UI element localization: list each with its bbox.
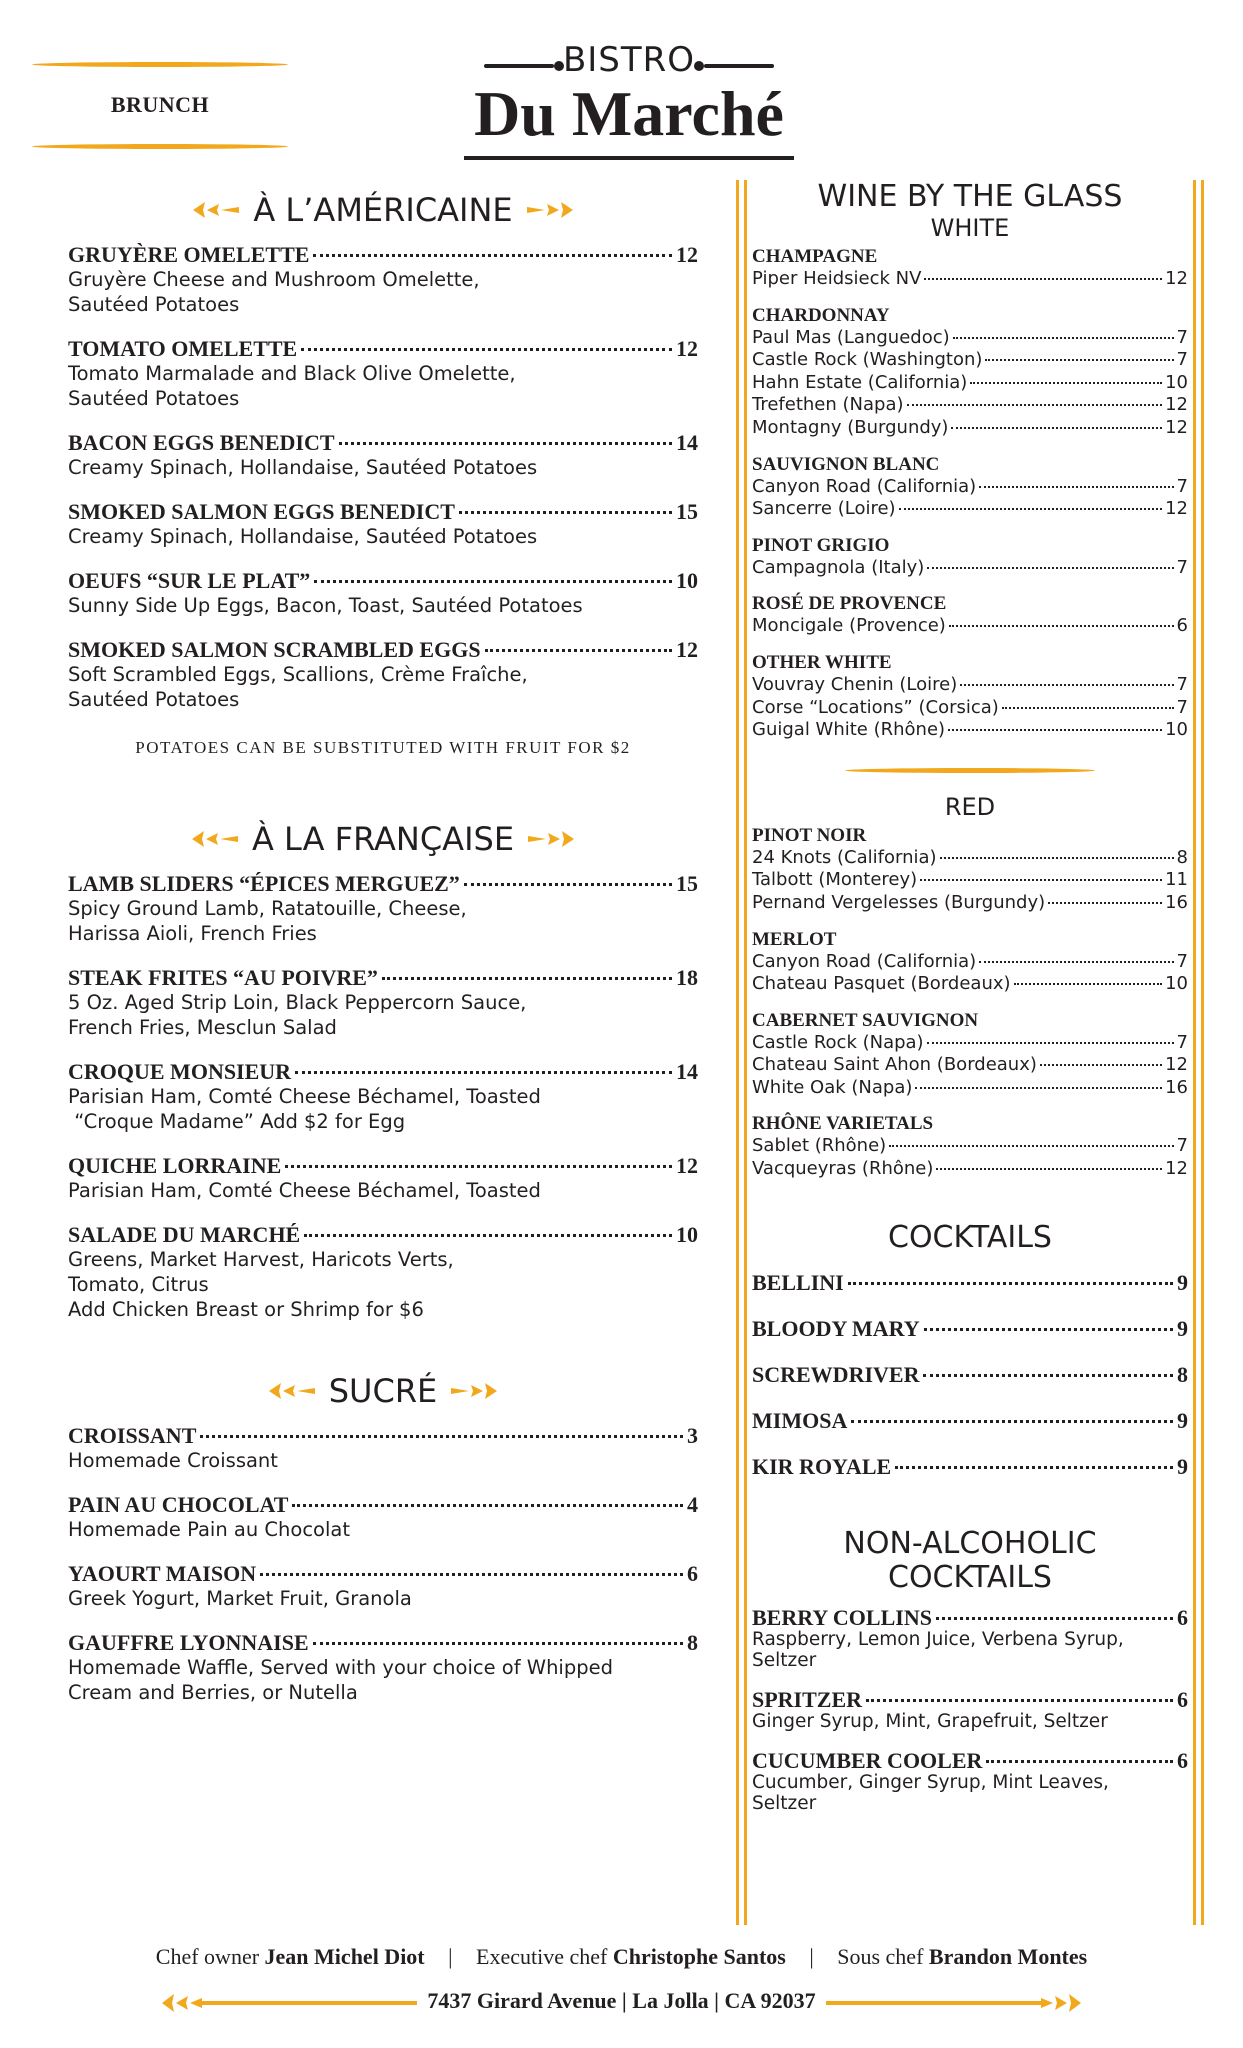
dot-leader [292, 1504, 683, 1507]
wine-price: 7 [1176, 1031, 1188, 1053]
red-wine-label: RED [944, 792, 996, 821]
menu-item-description: 5 Oz. Aged Strip Loin, Black Peppercorn Sauce, [68, 991, 527, 1014]
dot-leader [285, 1165, 672, 1168]
dot-leader [464, 883, 672, 886]
menu-item [68, 569, 698, 618]
wine-category: ROSÉ DE PROVENCE [752, 593, 947, 615]
wine-price: 10 [1165, 371, 1188, 393]
bistro-logo [464, 40, 794, 164]
sous-chef-label: Sous chef [837, 1944, 924, 1969]
drinks-menu-column [752, 180, 1188, 1814]
dot-leader [339, 442, 672, 445]
wine-row [752, 349, 1188, 372]
dot-leader [200, 1435, 683, 1438]
menu-item [68, 638, 698, 712]
dot-leader [899, 508, 1163, 510]
section-title: À L’AMÉRICAINE [253, 191, 513, 229]
menu-item-header [68, 1223, 698, 1247]
dot-leader [1048, 902, 1162, 904]
wine-category: MERLOT [752, 928, 837, 950]
dot-leader [260, 1573, 683, 1576]
menu-item-description: Creamy Spinach, Hollandaise, Sautéed Potatoes [68, 525, 538, 548]
menu-item-description: Gruyère Cheese and Mushroom Omelette, [68, 268, 480, 291]
dot-leader [986, 1760, 1173, 1763]
wine-name: Montagny (Burgundy) [752, 416, 949, 438]
menu-item-price: 8 [687, 1630, 698, 1655]
dot-leader [985, 359, 1173, 361]
wine-name: Vacqueyras (Rhône) [752, 1158, 934, 1180]
menu-item-name: GAUFFRE LYONNAISE [68, 1630, 309, 1655]
wine-row [752, 674, 1188, 697]
substitution-note: POTATOES CAN BE SUBSTITUTED WITH FRUIT FOR $2 [135, 738, 631, 757]
menu-item-price: 15 [676, 871, 698, 896]
menu-item [68, 1493, 698, 1542]
menu-item [68, 1223, 698, 1322]
wine-category: OTHER WHITE [752, 651, 892, 673]
cocktail-item [752, 1409, 1188, 1433]
logo-underline [464, 156, 794, 160]
logo-small-text: BISTRO [562, 40, 696, 80]
dot-leader [382, 977, 672, 980]
cocktail-price: 9 [1177, 1315, 1188, 1341]
menu-item-price: 4 [687, 1492, 698, 1517]
wine-category: SAUVIGNON BLANC [752, 453, 940, 475]
wine-name: Hahn Estate (California) [752, 371, 968, 393]
menu-item-header [68, 569, 698, 593]
dot-leader [1040, 1064, 1162, 1066]
menu-item-name: QUICHE LORRAINE [68, 1153, 282, 1178]
wine-price: 10 [1165, 719, 1188, 741]
menu-item-header [68, 243, 698, 267]
dot-leader [314, 580, 672, 583]
cocktail-item [752, 1271, 1188, 1295]
menu-item [68, 872, 698, 946]
menu-item-header [68, 1060, 698, 1084]
wine-row [752, 327, 1188, 350]
section-heading [68, 814, 698, 860]
wine-price: 7 [1176, 326, 1188, 348]
non-alcoholic-item [752, 1747, 1188, 1814]
menu-item [68, 1060, 698, 1134]
menu-item-name: YAOURT MAISON [68, 1561, 257, 1586]
menu-item-name: PAIN AU CHOCOLAT [68, 1492, 289, 1517]
non-alcoholic-item-header [752, 1747, 1188, 1773]
dot-leader [915, 1087, 1162, 1089]
wine-row [752, 1158, 1188, 1181]
address: 7437 Girard Avenue | La Jolla | CA 92037 [417, 1988, 825, 2013]
address-row [160, 1982, 1083, 2022]
wine-row [752, 1032, 1188, 1055]
dot-leader [459, 511, 672, 514]
menu-item-description: Tomato, Citrus [68, 1273, 209, 1296]
menu-item-name: BACON EGGS BENEDICT [68, 430, 335, 455]
dot-leader [907, 404, 1163, 406]
exec-chef-label: Executive chef [476, 1944, 608, 1969]
wine-title: WINE BY THE GLASS [817, 179, 1123, 214]
non-alcoholic-description: Seltzer [752, 1792, 817, 1814]
wine-category: PINOT NOIR [752, 824, 867, 846]
menu-item-price: 14 [676, 430, 698, 455]
menu-item [68, 500, 698, 549]
wine-name: Moncigale (Provence) [752, 615, 946, 637]
dot-leader [948, 729, 1162, 731]
non-alcoholic-price: 6 [1177, 1747, 1188, 1773]
flourish-right-icon [525, 200, 575, 220]
dot-leader [895, 1466, 1173, 1469]
wine-row [752, 476, 1188, 499]
wine-row [752, 394, 1188, 417]
cocktail-item [752, 1363, 1188, 1387]
brunch-badge [32, 56, 288, 156]
menu-item-header [68, 1424, 698, 1448]
dot-leader [979, 961, 1173, 963]
separator: | [809, 1944, 814, 1969]
white-wine-label: WHITE [930, 214, 1010, 242]
menu-item-header [68, 1562, 698, 1586]
wine-name: Piper Heidsieck NV [752, 268, 922, 289]
dot-leader [295, 1071, 672, 1074]
menu-item-name: LAMB SLIDERS “ÉPICES MERGUEZ” [68, 871, 460, 896]
wine-price: 16 [1165, 1076, 1188, 1098]
wine-category: CHAMPAGNE [752, 246, 878, 267]
wine-row [752, 697, 1188, 720]
wine-name: Talbott (Monterey) [752, 869, 918, 891]
menu-item-header [68, 966, 698, 990]
wine-row [752, 1135, 1188, 1158]
brunch-label: BRUNCH [110, 92, 210, 117]
dot-leader [951, 427, 1162, 429]
chef-owner-label: Chef owner [155, 1944, 260, 1969]
dot-leader [1002, 707, 1174, 709]
menu-item-description: Sautéed Potatoes [68, 387, 240, 410]
menu-item-description: Parisian Ham, Comté Cheese Béchamel, Toasted [68, 1179, 541, 1202]
wine-price: 7 [1176, 1135, 1188, 1157]
dot-leader [940, 857, 1174, 859]
menu-item [68, 1631, 698, 1705]
menu-item-name: SMOKED SALMON SCRAMBLED EGGS [68, 637, 481, 662]
wine-name: Castle Rock (Napa) [752, 1031, 924, 1053]
non-alcoholic-item [752, 1686, 1188, 1732]
non-alcoholic-price: 6 [1177, 1686, 1188, 1712]
dot-leader [485, 649, 672, 652]
menu-item-price: 14 [676, 1059, 698, 1084]
wine-row [752, 557, 1188, 580]
wine-name: Pernand Vergelesses (Burgundy) [752, 891, 1046, 913]
dot-leader [304, 1234, 672, 1237]
menu-item-price: 15 [676, 499, 698, 524]
menu-item-description: Creamy Spinach, Hollandaise, Sautéed Potatoes [68, 456, 538, 479]
wine-price: 12 [1165, 498, 1188, 520]
menu-item-name: CROISSANT [68, 1423, 197, 1448]
non-alcoholic-item-header [752, 1686, 1188, 1712]
menu-item-description: Add Chicken Breast or Shrimp for $6 [68, 1298, 424, 1321]
menu-item-header [68, 337, 698, 361]
wine-name: Chateau Pasquet (Bordeaux) [752, 973, 1011, 995]
dot-leader [924, 1328, 1173, 1331]
menu-item-description: Sautéed Potatoes [68, 293, 240, 316]
wine-name: Canyon Road (California) [752, 950, 977, 972]
wine-name: White Oak (Napa) [752, 1076, 913, 1098]
cocktail-price: 9 [1177, 1453, 1188, 1479]
gold-divider [32, 144, 288, 149]
wine-name: Corse “Locations” (Corsica) [752, 696, 999, 718]
non-alcoholic-name: CUCUMBER COOLER [752, 1747, 983, 1773]
dot-leader [953, 337, 1174, 339]
wine-name: Trefethen (Napa) [752, 394, 904, 416]
menu-item-name: SMOKED SALMON EGGS BENEDICT [68, 499, 455, 524]
dot-leader [866, 1699, 1173, 1702]
wine-name: Sancerre (Loire) [752, 498, 896, 520]
menu-item-name: TOMATO OMELETTE [68, 336, 298, 361]
dot-leader [923, 1374, 1173, 1377]
dot-leader [960, 684, 1173, 686]
menu-item [68, 1562, 698, 1611]
menu-item [68, 431, 698, 480]
non-alcoholic-description: Ginger Syrup, Mint, Grapefruit, Seltzer [752, 1710, 1108, 1732]
menu-item-description: Harissa Aioli, French Fries [68, 922, 317, 945]
menu-item-price: 12 [676, 637, 698, 662]
wine-category: CABERNET SAUVIGNON [752, 1009, 979, 1031]
dot-leader [889, 1145, 1173, 1147]
cocktail-name: MIMOSA [752, 1407, 848, 1433]
wine-price: 12 [1165, 394, 1188, 416]
dot-leader [970, 382, 1162, 384]
dot-leader [1014, 983, 1163, 985]
wine-name: Vouvray Chenin (Loire) [752, 673, 958, 695]
non-alcoholic-description: Seltzer [752, 1649, 817, 1671]
wine-price: 12 [1165, 1054, 1188, 1076]
menu-item-price: 3 [687, 1423, 698, 1448]
menu-item-description: Parisian Ham, Comté Cheese Béchamel, Toasted [68, 1085, 541, 1108]
dot-leader [949, 625, 1174, 627]
menu-item-description: French Fries, Mesclun Salad [68, 1016, 337, 1039]
dot-leader [301, 348, 672, 351]
non-alcoholic-title: NON-ALCOHOLIC [843, 1525, 1097, 1561]
flourish-left-icon [190, 829, 240, 849]
menu-item [68, 337, 698, 411]
non-alcoholic-description: Cucumber, Ginger Syrup, Mint Leaves, [752, 1771, 1109, 1793]
menu-item [68, 1154, 698, 1203]
menu-item [68, 1424, 698, 1473]
wine-name: 24 Knots (California) [752, 846, 937, 868]
wine-name: Guigal White (Rhône) [752, 719, 946, 741]
wine-name: Chateau Saint Ahon (Bordeaux) [752, 1054, 1037, 1076]
wine-row [752, 847, 1188, 870]
flourish-right-icon [526, 829, 576, 849]
menu-item-price: 12 [676, 336, 698, 361]
wine-row [752, 892, 1188, 915]
wine-row [752, 869, 1188, 892]
wine-price: 12 [1165, 1158, 1188, 1180]
wine-row [752, 1077, 1188, 1100]
wine-row [752, 973, 1188, 996]
wine-price: 12 [1165, 416, 1188, 438]
logo-big-text: Du Marché [474, 78, 784, 149]
menu-item-header [68, 872, 698, 896]
section-heading [68, 185, 698, 231]
dot-leader [936, 1617, 1173, 1620]
non-alcoholic-name: SPRITZER [752, 1686, 863, 1712]
wine-row [752, 498, 1188, 521]
menu-item-header [68, 431, 698, 455]
exec-chef-name: Christophe Santos [612, 1944, 786, 1969]
wine-row [752, 268, 1188, 291]
menu-item-name: STEAK FRITES “AU POIVRE” [68, 965, 378, 990]
menu-item-name: OEUFS “SUR LE PLAT” [68, 568, 311, 593]
wine-row [752, 719, 1188, 742]
wine-row [752, 951, 1188, 974]
wine-price: 11 [1165, 869, 1188, 891]
menu-item-header [68, 1493, 698, 1517]
wine-row [752, 417, 1188, 440]
wine-name: Campagnola (Italy) [752, 556, 925, 578]
wine-name: Canyon Road (California) [752, 475, 977, 497]
wine-category: RHÔNE VARIETALS [752, 1113, 934, 1135]
cocktail-name: BELLINI [752, 1269, 844, 1295]
cocktail-name: BLOODY MARY [752, 1315, 920, 1341]
menu-item-description: Homemade Croissant [68, 1449, 278, 1472]
menu-item-description: Greens, Market Harvest, Haricots Verts, [68, 1248, 454, 1271]
section-title: À LA FRANÇAISE [251, 820, 515, 858]
menu-item-description: Sautéed Potatoes [68, 688, 240, 711]
dot-leader [924, 278, 1162, 280]
cocktail-price: 8 [1177, 1361, 1188, 1387]
cocktail-item [752, 1455, 1188, 1479]
menu-item-description: Sunny Side Up Eggs, Bacon, Toast, Sautéed Potatoes [68, 594, 583, 617]
food-menu-column [68, 185, 698, 1705]
chef-owner-name: Jean Michel Diot [264, 1944, 425, 1969]
wine-row [752, 615, 1188, 638]
wine-category: CHARDONNAY [752, 304, 890, 326]
dot-leader [979, 486, 1173, 488]
cocktail-name: SCREWDRIVER [752, 1361, 920, 1387]
wine-price: 6 [1176, 615, 1188, 637]
menu-item-price: 6 [687, 1561, 698, 1586]
non-alcoholic-description: Raspberry, Lemon Juice, Verbena Syrup, [752, 1628, 1124, 1650]
menu-item-description: Greek Yogurt, Market Fruit, Granola [68, 1587, 412, 1610]
menu-item-price: 12 [676, 1153, 698, 1178]
menu-item-description: Homemade Pain au Chocolat [68, 1518, 350, 1541]
wine-category: PINOT GRIGIO [752, 534, 890, 556]
separator: | [448, 1944, 453, 1969]
menu-item-description: Cream and Berries, or Nutella [68, 1681, 358, 1704]
dot-leader [927, 1042, 1174, 1044]
wine-price: 7 [1176, 556, 1188, 578]
wine-price: 8 [1176, 846, 1188, 868]
menu-item-header [68, 1631, 698, 1655]
wine-name: Paul Mas (Languedoc) [752, 326, 950, 348]
section-heading [68, 1366, 698, 1412]
flourish-right-icon [449, 1381, 499, 1401]
menu-item-description: Spicy Ground Lamb, Ratatouille, Cheese, [68, 897, 467, 920]
cocktails-title: COCKTAILS [888, 1219, 1052, 1255]
wine-price: 16 [1165, 891, 1188, 913]
flourish-left-icon [191, 200, 241, 220]
non-alcoholic-price: 6 [1177, 1604, 1188, 1630]
wine-price: 7 [1176, 673, 1188, 695]
menu-item-header [68, 1154, 698, 1178]
wine-row [752, 1054, 1188, 1077]
menu-item-price: 18 [676, 965, 698, 990]
menu-item-price: 10 [676, 568, 698, 593]
cocktail-price: 9 [1177, 1269, 1188, 1295]
dot-leader [936, 1168, 1162, 1170]
wine-price: 10 [1165, 973, 1188, 995]
non-alcoholic-item [752, 1604, 1188, 1671]
wine-name: Castle Rock (Washington) [752, 349, 983, 371]
non-alcoholic-name: BERRY COLLINS [752, 1604, 932, 1630]
menu-item-description: Soft Scrambled Eggs, Scallions, Crème Fraîche, [68, 663, 528, 686]
section-title: SUCRÉ [328, 1372, 438, 1410]
cocktail-item [752, 1317, 1188, 1341]
menu-item-name: CROQUE MONSIEUR [68, 1059, 292, 1084]
menu-item-name: SALADE DU MARCHÉ [68, 1222, 301, 1247]
menu-item-header [68, 638, 698, 662]
menu-item [68, 966, 698, 1040]
gold-divider [32, 62, 288, 67]
wine-price: 7 [1176, 349, 1188, 371]
menu-item-description: “Croque Madame” Add $2 for Egg [68, 1110, 406, 1133]
menu-item-header [68, 500, 698, 524]
non-alcoholic-item-header [752, 1604, 1188, 1630]
sous-chef-name: Brandon Montes [928, 1944, 1088, 1969]
gold-divider [845, 768, 1095, 773]
dot-leader [313, 254, 672, 257]
dot-leader [851, 1420, 1173, 1423]
menu-item [68, 243, 698, 317]
wine-price: 7 [1176, 696, 1188, 718]
cocktail-price: 9 [1177, 1407, 1188, 1433]
chef-credits [0, 1944, 1243, 1970]
menu-item-description: Homemade Waffle, Served with your choice of Whipped [68, 1656, 613, 1679]
dot-leader [848, 1282, 1173, 1285]
dot-leader [920, 879, 1162, 881]
cocktail-name: KIR ROYALE [752, 1453, 892, 1479]
flourish-left-icon [267, 1381, 317, 1401]
menu-item-name: GRUYÈRE OMELETTE [68, 242, 310, 267]
menu-item-description: Tomato Marmalade and Black Olive Omelette, [68, 362, 516, 385]
wine-price: 12 [1165, 268, 1188, 289]
wine-price: 7 [1176, 475, 1188, 497]
wine-name: Sablet (Rhône) [752, 1135, 887, 1157]
non-alcoholic-title: COCKTAILS [888, 1559, 1052, 1595]
wine-row [752, 372, 1188, 395]
dot-leader [313, 1642, 683, 1645]
menu-item-price: 10 [676, 1222, 698, 1247]
wine-price: 7 [1176, 950, 1188, 972]
menu-item-price: 12 [676, 242, 698, 267]
dot-leader [927, 567, 1173, 569]
